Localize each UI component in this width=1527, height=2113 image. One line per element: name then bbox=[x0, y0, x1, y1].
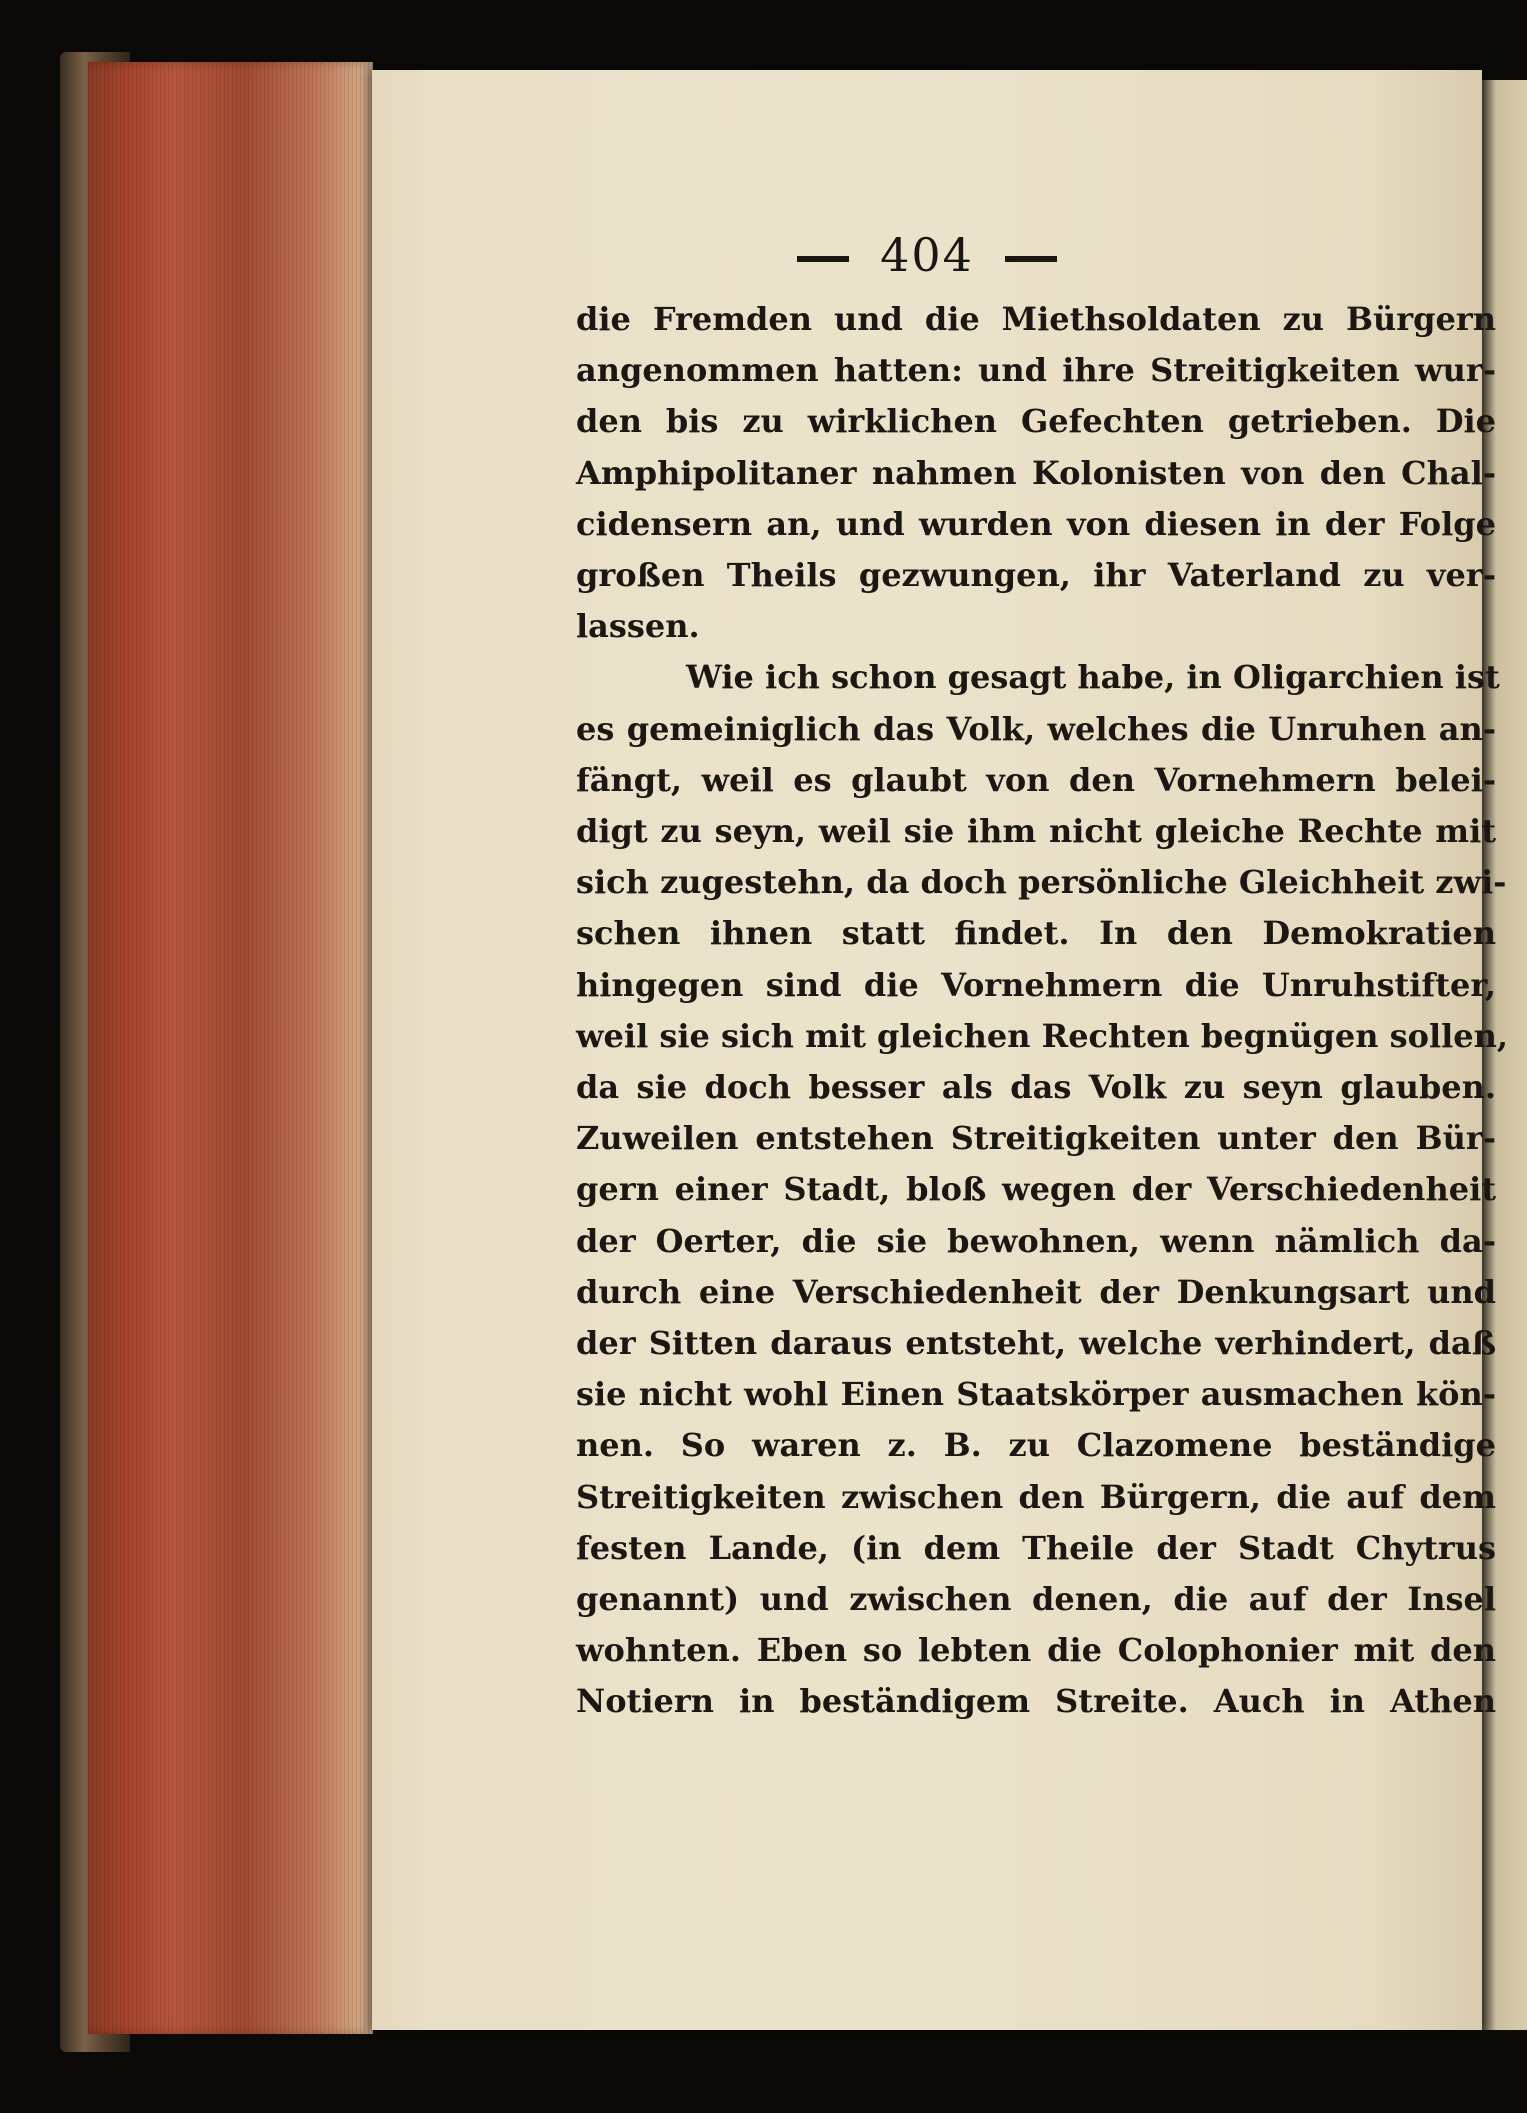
text-line: gern einer Stadt, bloß wegen der Verschiedenheit bbox=[576, 1170, 1496, 1209]
text-line: da sie doch besser als das Volk zu seyn glauben. bbox=[576, 1068, 1496, 1107]
text-line: cidensern an, und wurden von diesen in der Folge bbox=[576, 504, 1496, 543]
book-page bbox=[372, 70, 1509, 2030]
text-line: lassen. bbox=[576, 607, 700, 646]
text-line: schen ihnen statt findet. In den Demokratien bbox=[576, 914, 1496, 953]
text-line: angenommen hatten: und ihre Streitigkeiten wur- bbox=[576, 351, 1496, 390]
text-line: der Oerter, die sie bewohnen, wenn nämlich da- bbox=[576, 1221, 1496, 1260]
text-line: sich zugestehn, da doch persönliche Gleichheit zwi- bbox=[576, 863, 1507, 902]
text-line: Wie ich schon gesagt habe, in Oligarchien ist bbox=[686, 658, 1500, 697]
text-line: großen Theils gezwungen, ihr Vaterland zu ver- bbox=[576, 556, 1496, 595]
header-dash-left bbox=[797, 256, 849, 262]
text-line: weil sie sich mit gleichen Rechten begnügen sollen, bbox=[576, 1016, 1509, 1055]
text-line: den bis zu wirklichen Gefechten getrieben. Die bbox=[576, 402, 1496, 441]
text-line: Notiern in beständigem Streite. Auch in Athen bbox=[576, 1682, 1496, 1721]
text-line: der Sitten daraus entsteht, welche verhindert, daß bbox=[576, 1324, 1496, 1363]
text-line: durch eine Verschiedenheit der Denkungsart und bbox=[576, 1272, 1496, 1311]
text-line: es gemeiniglich das Volk, welches die Unruhen an- bbox=[576, 709, 1496, 748]
text-line: sie nicht wohl Einen Staatskörper ausmachen kön- bbox=[576, 1375, 1496, 1414]
text-line: die Fremden und die Miethsoldaten zu Bürgern bbox=[576, 300, 1496, 338]
text-line: nen. So waren z. B. zu Clazomene beständige bbox=[576, 1426, 1496, 1465]
text-line: Zuweilen entstehen Streitigkeiten unter den Bür- bbox=[576, 1119, 1496, 1158]
text-line: digt zu seyn, weil sie ihm nicht gleiche Rechte mit bbox=[576, 812, 1496, 851]
text-line: hingegen sind die Vornehmern die Unruhstifter, bbox=[576, 965, 1496, 1004]
text-line: Streitigkeiten zwischen den Bürgern, die auf dem bbox=[576, 1477, 1496, 1516]
body-text bbox=[576, 294, 1509, 1728]
page-block-edges bbox=[88, 62, 373, 2034]
text-line: genannt) und zwischen denen, die auf der Insel bbox=[576, 1580, 1496, 1619]
page-number: 404 bbox=[880, 228, 974, 282]
text-line: wohnten. Eben so lebten die Colophonier mit den bbox=[576, 1631, 1496, 1670]
header-dash-right bbox=[1005, 256, 1057, 262]
text-line: fängt, weil es glaubt von den Vornehmern belei- bbox=[576, 760, 1496, 799]
text-line: Amphipolitaner nahmen Kolonisten von den Chal- bbox=[576, 453, 1496, 492]
text-line: festen Lande, (in dem Theile der Stadt Chytrus bbox=[576, 1528, 1496, 1567]
page-header bbox=[372, 228, 1482, 282]
